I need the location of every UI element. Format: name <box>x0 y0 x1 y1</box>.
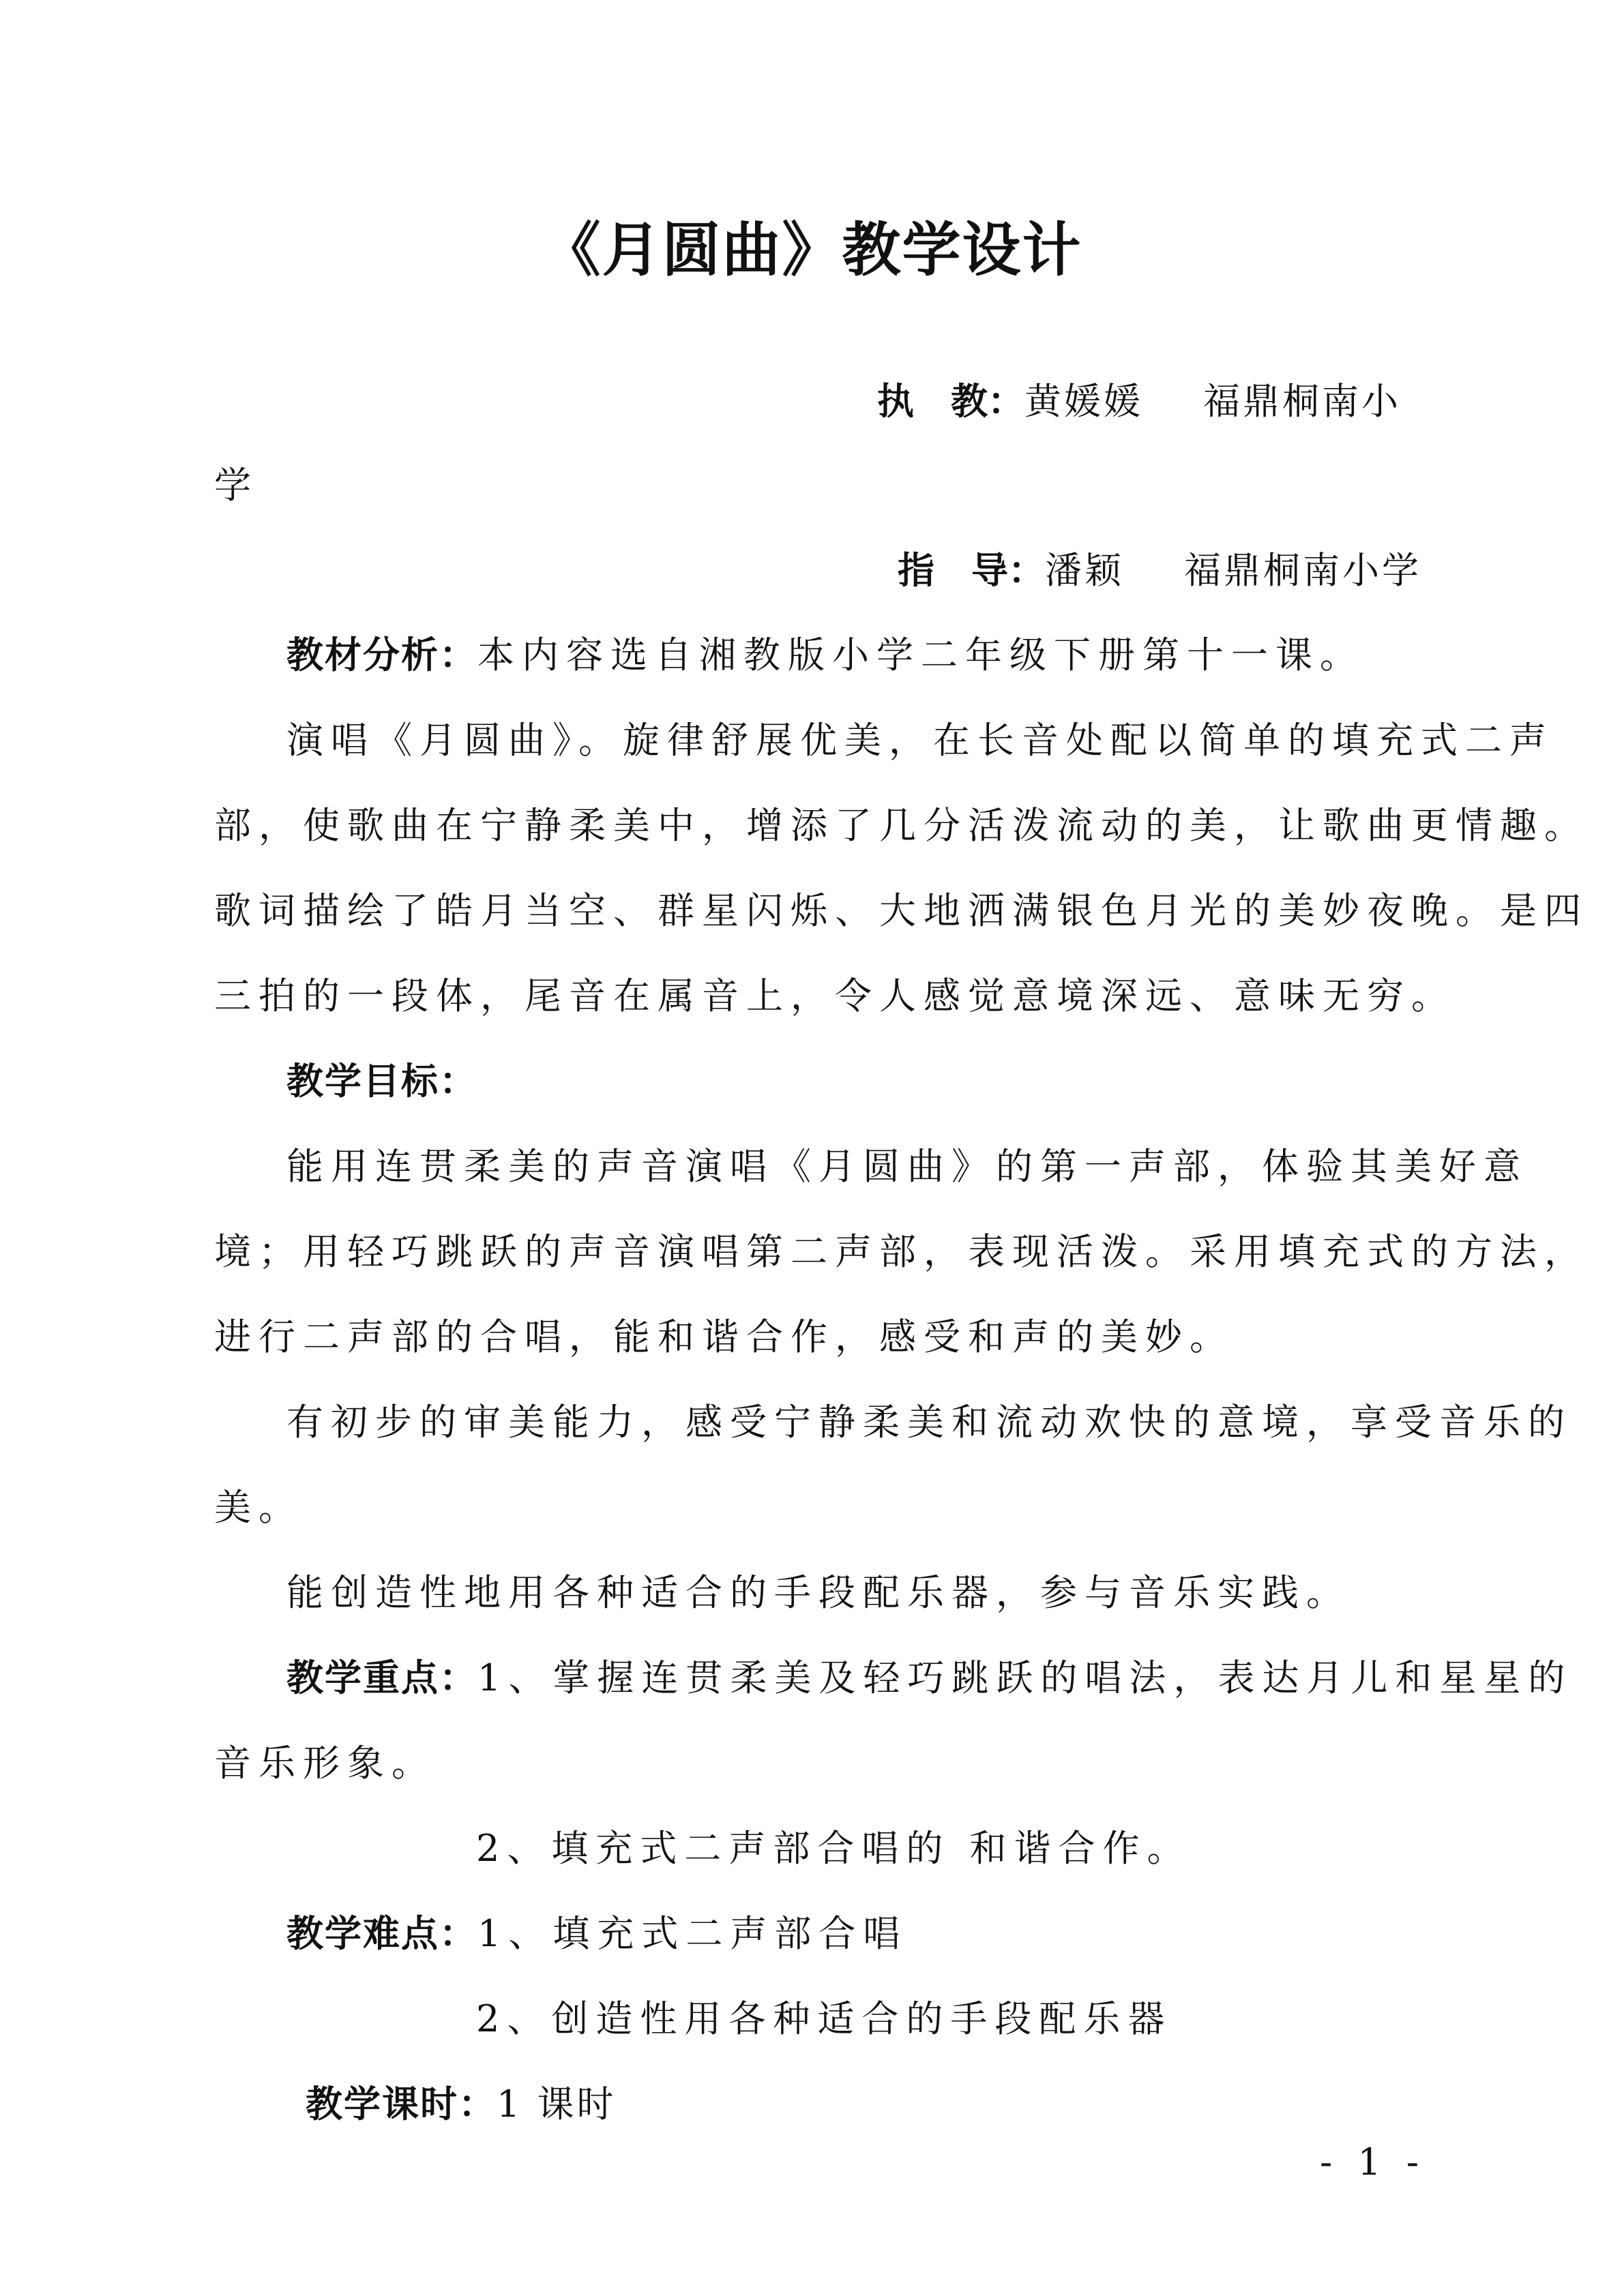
key-points-heading: 教学重点： <box>286 1656 477 1699</box>
difficulties-heading: 教学难点： <box>286 1912 477 1955</box>
difficulty-1: 1、填充式二声部合唱 <box>477 1912 908 1955</box>
goals-line-1: 能用连贯柔美的声音演唱《月圆曲》的第一声部，体验其美好意 <box>286 1145 1528 1188</box>
key-points-line <box>286 1654 1572 1703</box>
goals-line-5: 美。 <box>214 1486 303 1529</box>
teaching-goals-heading: 教学目标： <box>286 1060 477 1103</box>
material-analysis-line <box>286 631 1364 680</box>
key-point-2: 2、填充式二声部合唱的 和谐合作。 <box>476 1827 1192 1870</box>
goals-line-3: 进行二声部的合唱，能和谐合作，感受和声的美妙。 <box>214 1315 1234 1358</box>
guide-school: 福鼎桐南小学 <box>1184 549 1421 592</box>
page-number: - 1 - <box>1320 2141 1426 2183</box>
material-analysis-heading: 教材分析： <box>286 633 477 676</box>
key-point-1-continuation: 音乐形象。 <box>214 1742 436 1785</box>
analysis-line-1: 演唱《月圆曲》。旋律舒展优美，在长音处配以简单的填充式二声 <box>286 719 1554 762</box>
analysis-line-3: 歌词描绘了皓月当空、群星闪烁、大地洒满银色月光的美妙夜晚。是四 <box>214 889 1589 932</box>
document-title: 《月圆曲》教学设计 <box>542 215 1082 284</box>
author-name: 黄媛媛 <box>1024 380 1143 423</box>
goals-line-4: 有初步的审美能力，感受宁静柔美和流动欢快的意境，享受音乐的 <box>286 1401 1572 1444</box>
author-line <box>877 376 1401 426</box>
author-school: 福鼎桐南小 <box>1203 380 1401 423</box>
material-analysis-intro: 本内容选自湘教版小学二年级下册第十一课。 <box>477 633 1364 676</box>
difficulties-line <box>286 1909 907 1958</box>
class-hours-line <box>306 2080 617 2129</box>
goals-line-2: 境；用轻巧跳跃的声音演唱第二声部，表现活泼。采用填充式的方法， <box>214 1230 1589 1273</box>
guide-line <box>898 546 1421 595</box>
class-hours-value: 1 课时 <box>497 2083 617 2126</box>
analysis-line-4: 三拍的一段体，尾音在属音上，令人感觉意境深远、意味无穷。 <box>214 974 1456 1017</box>
key-point-1: 1、掌握连贯柔美及轻巧跳跃的唱法，表达月儿和星星的 <box>477 1656 1573 1699</box>
guide-name: 潘颖 <box>1045 549 1124 592</box>
difficulty-2: 2、创造性用各种适合的手段配乐器 <box>476 1997 1172 2040</box>
guide-label: 指 导： <box>898 548 1045 592</box>
goals-line-6: 能创造性地用各种适合的手段配乐器，参与音乐实践。 <box>286 1571 1350 1614</box>
author-label: 执 教： <box>877 379 1024 423</box>
class-hours-heading: 教学课时： <box>306 2083 497 2126</box>
analysis-line-2: 部，使歌曲在宁静柔美中，增添了几分活泼流动的美，让歌曲更情趣。 <box>214 804 1589 847</box>
author-school-continuation: 学 <box>214 464 259 507</box>
